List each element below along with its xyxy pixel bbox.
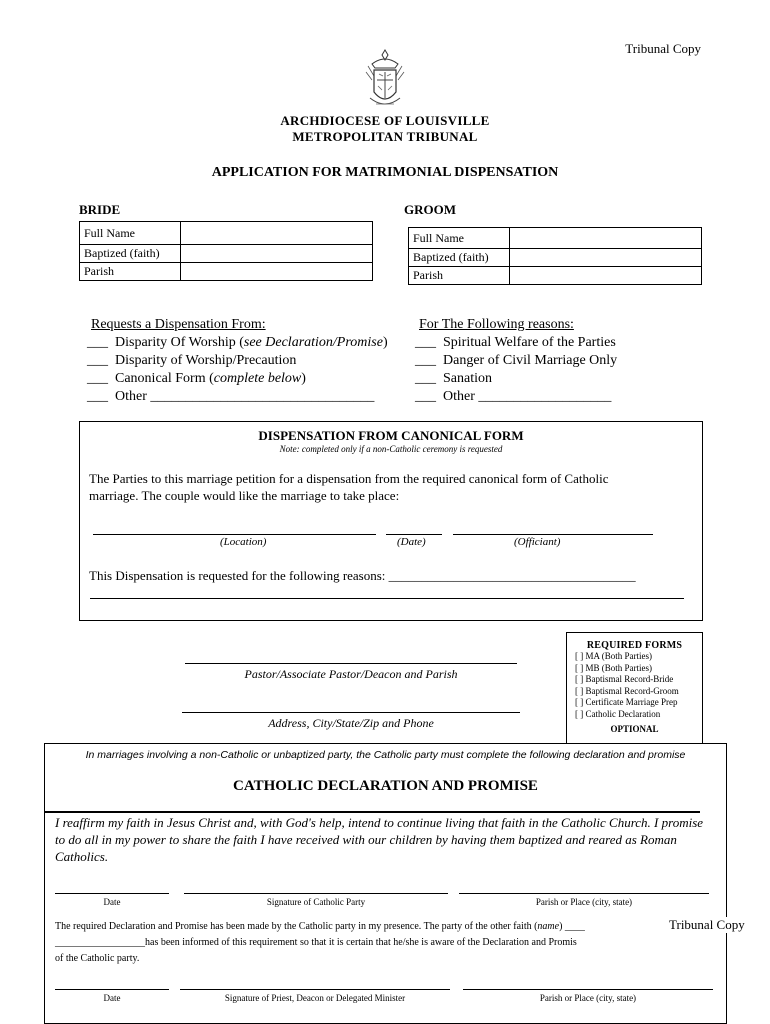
groom-full-name-label: Full Name xyxy=(409,228,510,249)
required-forms-title: REQUIRED FORMS xyxy=(586,640,683,651)
reason-item-sanation[interactable]: ___ Sanation xyxy=(415,371,492,386)
officiant-caption: (Officiant) xyxy=(514,536,561,548)
tribunal-copy-label: Tribunal Copy xyxy=(625,41,701,56)
reasons-heading: For The Following reasons: xyxy=(419,317,574,332)
request-item-other[interactable]: ___ Other ________________________________ xyxy=(87,389,375,404)
requests-list xyxy=(87,316,417,406)
reason-item-civil[interactable]: ___ Danger of Civil Marriage Only xyxy=(415,353,618,368)
required-declaration-statement: The required Declaration and Promise has been made by the Catholic party in my presence. The party of the other faith (name) ____ __________________has been informed of this requirement so that it is certain that he/she is aware of the Declaration and Promis of the Catholic party. xyxy=(55,921,585,964)
tribunal-name: METROPOLITAN TRIBUNAL xyxy=(292,129,478,144)
archdiocese-crest-icon xyxy=(364,48,406,112)
bride-baptized-label: Baptized (faith) xyxy=(80,245,181,263)
request-item-disparity[interactable]: ___ Disparity Of Worship (see Declaration/Promise) xyxy=(87,335,388,350)
tribunal-copy-label-bottom: Tribunal Copy xyxy=(666,917,748,933)
required-form-marriage-prep[interactable]: [ ] Certificate Marriage Prep xyxy=(575,697,678,707)
address-caption: Address, City/State/Zip and Phone xyxy=(268,716,434,730)
required-form-baptismal-bride[interactable]: [ ] Baptismal Record-Bride xyxy=(575,674,674,684)
date-line[interactable] xyxy=(386,534,442,535)
groom-parish-field[interactable] xyxy=(510,267,702,285)
request-item-precaution[interactable]: ___ Disparity of Worship/Precaution xyxy=(87,353,297,368)
minister-signature-caption: Signature of Priest, Deacon or Delegated Minister xyxy=(224,993,406,1003)
groom-full-name-field[interactable] xyxy=(510,228,702,249)
canonical-form-paragraph: The Parties to this marriage petition for a dispensation from the required canonical form of Catholic marriage. The couple would like the marriage to take place: xyxy=(89,471,609,503)
declaration-text: I reaffirm my faith in Jesus Christ and, with God's help, intend to continue living that faith in the Catholic Church. I promise to do all in my power to share the faith I have received with our children by having them baptized and reared as Roman Catholics. xyxy=(55,815,704,864)
groom-heading: GROOM xyxy=(404,202,456,217)
canonical-reasons-line[interactable] xyxy=(90,598,684,599)
groom-baptized-label: Baptized (faith) xyxy=(409,249,510,267)
catholic-party-signature-caption: Signature of Catholic Party xyxy=(266,897,366,907)
required-form-baptismal-groom[interactable]: [ ] Baptismal Record-Groom xyxy=(575,685,679,696)
canonical-form-note: Note: completed only if a non-Catholic ceremony is requested xyxy=(279,444,503,454)
declaration-parish-caption: Parish or Place (city, state) xyxy=(535,897,633,907)
groom-info-table xyxy=(408,227,702,285)
groom-parish-label: Parish xyxy=(409,267,510,285)
bride-parish-field[interactable] xyxy=(181,263,373,281)
pastor-signature-caption: Pastor/Associate Pastor/Deacon and Parish xyxy=(244,667,458,681)
address-line[interactable] xyxy=(182,712,520,713)
form-title: APPLICATION FOR MATRIMONIAL DISPENSATION xyxy=(211,165,559,180)
bride-baptized-field[interactable] xyxy=(181,245,373,263)
reason-item-spiritual[interactable]: ___ Spiritual Welfare of the Parties xyxy=(415,335,616,350)
bride-parish-label: Parish xyxy=(80,263,181,281)
declaration-date-line[interactable] xyxy=(55,893,169,894)
canonical-form-section xyxy=(79,421,703,621)
minister-parish-caption: Parish or Place (city, state) xyxy=(539,993,637,1003)
required-form-catholic-declaration[interactable]: [ ] Catholic Declaration xyxy=(575,708,661,719)
required-forms-box xyxy=(566,632,703,754)
required-forms-optional: OPTIONAL xyxy=(610,724,659,734)
pastor-signature-line[interactable] xyxy=(185,663,517,664)
reasons-list xyxy=(415,316,715,406)
catholic-party-signature-line[interactable] xyxy=(184,893,448,894)
groom-baptized-field[interactable] xyxy=(510,249,702,267)
canonical-form-title: DISPENSATION FROM CANONICAL FORM xyxy=(258,428,524,443)
bride-info-table xyxy=(79,221,373,281)
request-item-canonical-form[interactable]: ___ Canonical Form (complete below) xyxy=(87,371,306,386)
canonical-reasons-label: This Dispensation is requested for the following reasons: ______________________________________ xyxy=(89,568,636,583)
minister-parish-line[interactable] xyxy=(463,989,713,990)
bride-heading: BRIDE xyxy=(79,202,121,217)
minister-date-caption: Date xyxy=(103,993,121,1003)
minister-signature-line[interactable] xyxy=(180,989,450,990)
declaration-divider xyxy=(45,811,700,813)
bride-full-name-label: Full Name xyxy=(80,222,181,245)
date-caption: (Date) xyxy=(397,536,426,548)
catholic-declaration-section xyxy=(44,743,727,1024)
location-caption: (Location) xyxy=(220,536,267,548)
required-form-ma[interactable]: [ ] MA (Both Parties) xyxy=(575,651,652,661)
bride-full-name-field[interactable] xyxy=(181,222,373,245)
required-form-mb[interactable]: [ ] MB (Both Parties) xyxy=(575,662,652,673)
requests-heading: Requests a Dispensation From: xyxy=(91,317,266,332)
declaration-parish-line[interactable] xyxy=(459,893,709,894)
declaration-date-caption: Date xyxy=(103,897,121,907)
reason-item-other[interactable]: ___ Other ___________________ xyxy=(415,389,612,404)
location-line[interactable] xyxy=(93,534,376,535)
declaration-title: CATHOLIC DECLARATION AND PROMISE xyxy=(233,778,538,794)
officiant-line[interactable] xyxy=(453,534,653,535)
minister-date-line[interactable] xyxy=(55,989,169,990)
archdiocese-name: ARCHDIOCESE OF LOUISVILLE xyxy=(280,113,490,128)
declaration-note: In marriages involving a non-Catholic or unbaptized party, the Catholic party must complete the following declaration and promise xyxy=(85,749,686,761)
